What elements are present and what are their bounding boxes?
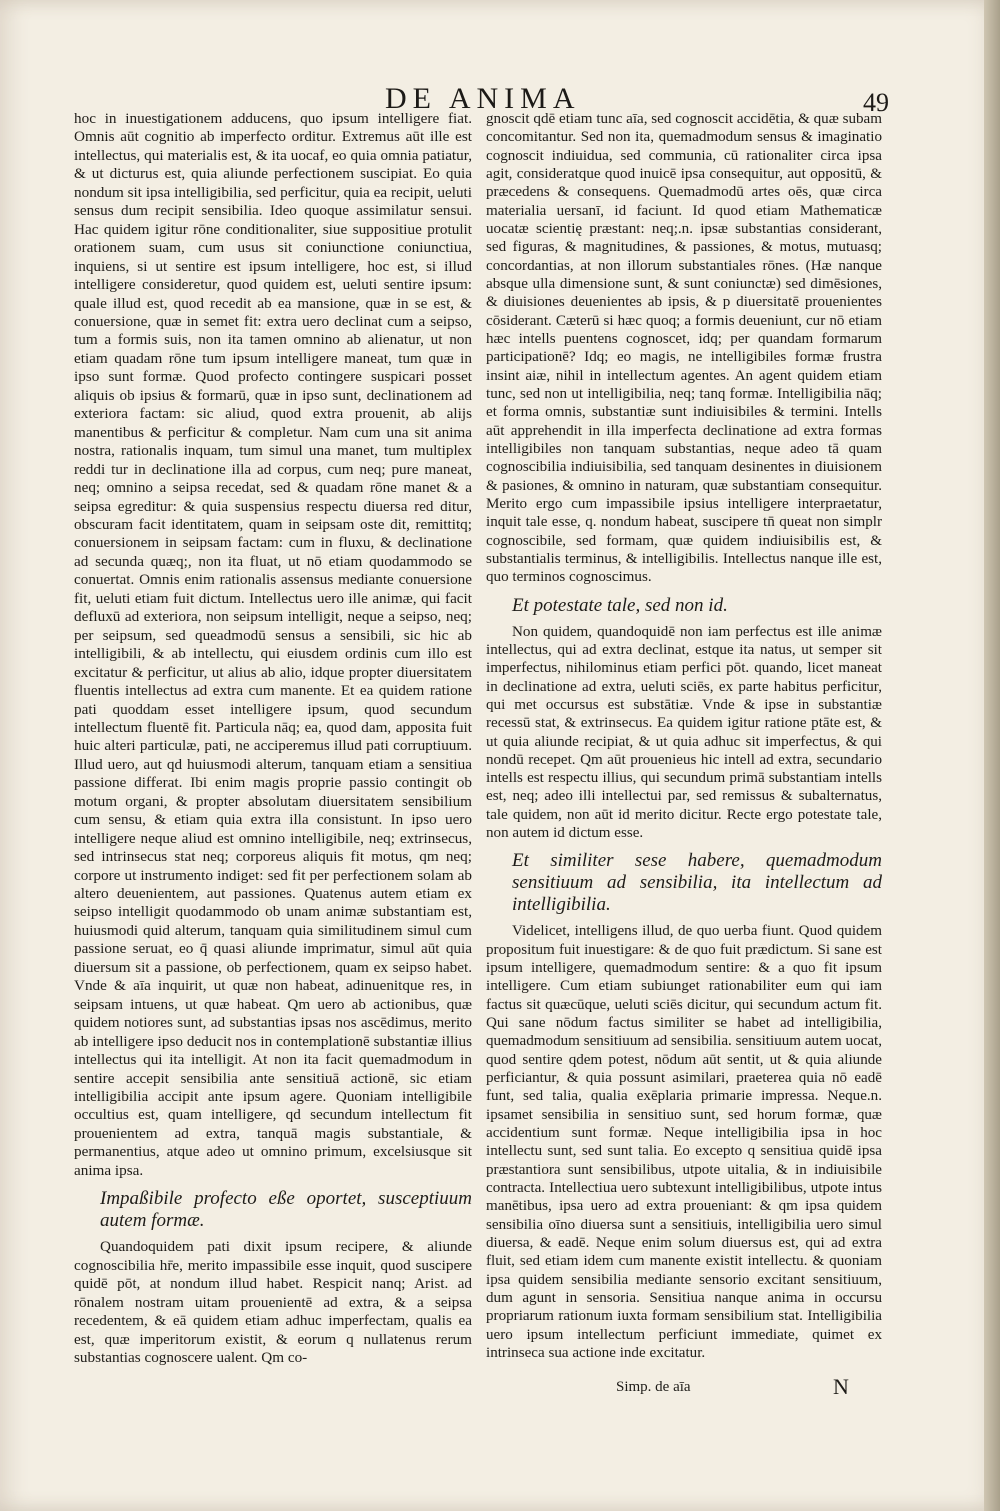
running-head-title: DE ANIMA bbox=[385, 82, 581, 115]
right-paragraph-1: gnoscit qdē etiam tunc aīa, sed cognoscit accidētia, & quæ subam concomitantur. Sed non ita, quemadmodum sensus & imaginatio cognoscit indiuidua, sed communia, cū rationaliter circa ipsa agit, consideratque quod inuicē ipsa consequitur, aut oppositū, & præcedens & consequens. Quemadmodū artes oēs, quæ circa materialia uersanī, id faciunt. Id quod etiam Mathematicæ uocatæ scientię præstant: neq;.n. ipsæ substantias considerant, sed figuras, & magnitudines, & passiones, & motus, mutuasq; concordantias, at non illorum substantiales rōnes. (Hæ nanque absque ulla dimensione sunt, & sunt coniunctæ) sed dimēsiones, & diuisiones deuenientes ab ipsis, & p diuersitatē prouenientes cōsiderant. Cæterū si hæc quoq; a formis deueniunt, cur nō etiam hæc intells puentens cognoscet, idq; per quandam formarum participationē? Idq; eo magis, ne intelligibiles formæ frustra insint aiæ, nihil in intellectum agentes. An agent quidem etiam tunc, sed non ut intelligibilia, neq; tanq formæ. Intelligibilia nāq; et forma omnis, substantiæ sunt indiuisibiles & termini. Intells aūt apprehendit in illa imperfecta declinatione ad extra formas intelligibiles non tanquam substantias, neque adeo tā quam cognoscibilia indiuisibilia, sed tanquam desinentes in diuisionem & pasiones, & omnino in naturam, quæ substantiam consequitur. Merito ergo cum impassibile ipsius intelligere interpraetatur, inquit tale esse, q. nondum habeat, suscipere tn̄ queat non simplr cognoscibile, sed formam, quæ quidem indiuisibilis est, & substantialis terminus, & intelligibilis. Intellectus nanque ille est, quo terminos cognoscimus. bbox=[486, 111, 882, 586]
right-lemma-heading-2: Et similiter sese habere, quemadmodum sensitiuum ad sensibilia, ita intellectum ad intelligibilia. bbox=[512, 850, 882, 916]
running-foot: Simp. de aīa bbox=[616, 1379, 691, 1395]
right-text-column bbox=[486, 110, 882, 1362]
signature-mark: N bbox=[833, 1374, 849, 1399]
left-paragraph-2: Quandoquidem pati dixit ipsum recipere, & aliunde cognoscibilia hr̄e, merito impassibile esse inquit, quod suscipere quidē pōt, at nondum illud habet. Respicit nanq; Arist. ad rōnalem nostram uitam prouenientē ad extra, & a seipsa recedentem, & eā quidem etiam adhuc imperfectam, qualis ea est, quæ imperitorum existit, & eorum q nullatenus rerum substantias cognoscere ualent. Qm co- bbox=[74, 1238, 472, 1366]
left-text-column bbox=[74, 110, 472, 1367]
right-paragraph-2: Non quidem, quandoquidē non iam perfectus est ille animæ intellectus, qui ad extra declinat, estque ita natus, ut semper sit imperfectus, nihilominus etiam perfici pōt. quando, licet maneat in declinatione ad extra, ueluti sciēs, ex parte habitus perficitur, qui met occursus est substātiæ. Vnde & ipse in substantiæ recessū stat, & extrinsecus. Ea quidem igitur ratione ptāte est, & ut quia aliunde recipiat, & ut quia adhuc sit imperfectus, & qui nondū recepet. Qm aūt prouenieus hic intell ad extra, secundario intells est respectu illius, qui secundum primā substantiam intells est, neq; adeo illi intellectui par, sed remissus & subalternatus, tale quidem, non aūt id merito dicitur. Recte ergo potestate tale, non autem id dictum esse. bbox=[486, 623, 882, 842]
left-paragraph-1: hoc in inuestigationem adducens, quo ipsum intelligere fiat. Omnis aūt cognitio ab imperfecto orditur. Extremus aūt ille est intellectus, qui materialis est, & ita uocaf, eo quia omnia patiatur, & ut dicturus est, quia aliunde perfectionem suscipiat. Eo quia nondum sit ipsa intelligibilia, sed perficitur, quia ea recipit, ueluti sensus dum recipit sensibilia. Ideo quoque assimilatur sensui. Hac quidem igitur rōne conditionaliter, siue suppositiue protulit orationem suam, cum usus sit coniunctione coniunctiua, inquiens, si ut sentire est ipsum intelligere, hoc est, si illud intelligere consideretur, quod quidem est, ueluti sentire ipsum: quale illud est, quod recedit ab ea mansione, quæ in se est, & conuersione, quæ in semet fit: extra uero declinat cum a seipso, tum a formis suis, non ita tamen omnino ab alienatur, ut non etiam quadam rōne tum ipsum intelligere maneat, tum quæ in ipso sunt formæ. Quod profecto contingere suspicari posset aliquis ob ipsius & formarū, quæ in ipso sunt, declinationem ad exteriora factam: sic aliud, quod extra prouenit, ab alijs manentibus & perficitur & completur. Nam cum una sit anima nostra, rationalis inquam, tum simul una manet, tum multiplex reddi tur in declinatione illa ad corpus, cum neq; pure maneat, neq; omnino a seipsa recedat, sed & quadam rōne manet & a seipsa egreditur: & quia suspensius respectu diuersa red ditur, obscuram facit identitatem, quam in seipsam oste dit, remittitq; conuersionem in seipsam factam: cum in fluxu, & declinatione ad secunda quæq;, non ita fluat, ut nō etiam quodammodo se conuertat. Omnis enim rationalis assensus mediante conuersione fit, ueluti etiam fuit dictum. Intellectus uero ille animæ, qui facit defluxū ad exteriora, non seipsum intelligit, neque a seipso, neq; per seipsum, sed queadmodū sensus a sensibili, sic hic ab intelligibili, & ab intellectu, qui eiusdem ordinis cum illo est excitatur & perficitur, ut alius ab alio, idque propter diuersitatem fluentis intellectus ad extra cum manente. Et ea quidem ratione pati quoddam esset intelligere ipsum, quod secundum intellectum fluentē fit. Particula nāq; ea, quod dam, apposita fuit huic alteri particulæ, pati, ne acciperemus illud pati corruptiuum. Illud uero, aut qd huiusmodi alterum, tanquam etiam a sensitiua passione differat. Ibi enim magis proprie passio contingit ob motum organi, & propter absolutam diuersitatem sensibilium cum sensu, & etiam quia extra illa consistunt. In ipso uero intelligere neque aliud est omnino intelligibile, neq; extrinsecus, sed intrinsecus stat neq; corporeus aliquis fit motus, qm neq; corpore ut instrumento indiget: sed fit per perfectionem solam ab altero deuenientem, aut passiones. Quatenus autem etiam ex seipso intelligit quodammodo ob unam animæ substantiam est, huiusmodi quid alterum, tanquam quia similitudinem simul cum passione seruat, eo q̄ quasi aliunde imprimatur, simul aūt quia diuersum sit a passione, ob perfectionem, quam ex seipso habet. Vnde & aīa inquirit, ut quæ non habeat, adinuenitque res, in seipsam intuens, ut quæ habeat. Qm uero ab actionibus, quæ quidem notiores sunt, ad substantias ipsas nos ascēdimus, merito ab intelligere ipso deducit nos in contemplationē substantiæ illius intellectus qui ita intelligit. At non ita facit quemadmodum in sentire accepit sensibilia ante sensitiuā actionē, sic etiam intelligibilia accipit ante ipsum agere. Quoniam intelligibile occultius est, quam intelligere, qd secundum intellectum fit prouenientem ad extra, tanquā magis substantiale, & permanentius, atque adeo ut omnino primum, excelsiusque sit anima ipsa. bbox=[74, 110, 472, 1179]
right-lemma-heading-1: Et potestate tale, sed non id. bbox=[512, 594, 728, 616]
page-number: 49 bbox=[863, 88, 889, 117]
page-gutter-shadow bbox=[984, 0, 1000, 1511]
right-paragraph-3: Videlicet, intelligens illud, de quo uerba fiunt. Quod quidem propositum fuit inuestigare: & de quo fuit prædictum. Si sane est ipsum intelligere, quemadmodum sentire: & a quo fit ipsum intelligere. Cum etiam subiunget rationabiliter eum qui iam factus sit quæcūque, ueluti sciēs dicitur, qui secundum actum fit. Qui sane nōdum factus similiter se habet ad intelligibilia, quemadmodum sensitiuum ad sensibilia. sensitiuum autem uocat, quod sentire qdem potest, nōdum aūt sentit, ut & quia aliunde perficiantur, & quia possunt asimilari, praeterea quia nō eadē funt, sed talia, qualia exēplaria primarie impressa. Neque.n. ipsamet sensibilia in sensitiuo sunt, sed horum formæ, quæ accidentium sunt formæ. Neque intelligibilia ipsa in hoc intellectu sunt, sed sunt talia. Eo excepto q sensitiua quidē ipsa præstantiora sunt sensibilibus, utpote uitalia, & in indiuisibile contracta. Intellectiua uero subtexunt intelligibilibus, utpote intus manētibus, ipsa uero ad extra proueniant: & qm ipsa quidem sensibilia oīno diuersa sunt a sensitiuis, intelligibilia uero simul diuersa, & eadē. Neque enim solum diuersus est, qui ad extra fluit, sed etiam idem cum manente existit intellectu. & quoniam ipsa quidem sensibilia mediante sensorio excitant sensitiuum, dum agunt in sensoria. Sensitiua nanque anima in occursu propriarum rationum iuxta formam sensibilium stat. Intelligibilia uero ipsum intellectum perficiunt immediate, quimet ex intrinseca sua actione inde excitatur. bbox=[486, 923, 882, 1362]
left-lemma-heading: Impaßibile profecto eße oportet, susceptiuum autem formæ. bbox=[100, 1188, 472, 1232]
